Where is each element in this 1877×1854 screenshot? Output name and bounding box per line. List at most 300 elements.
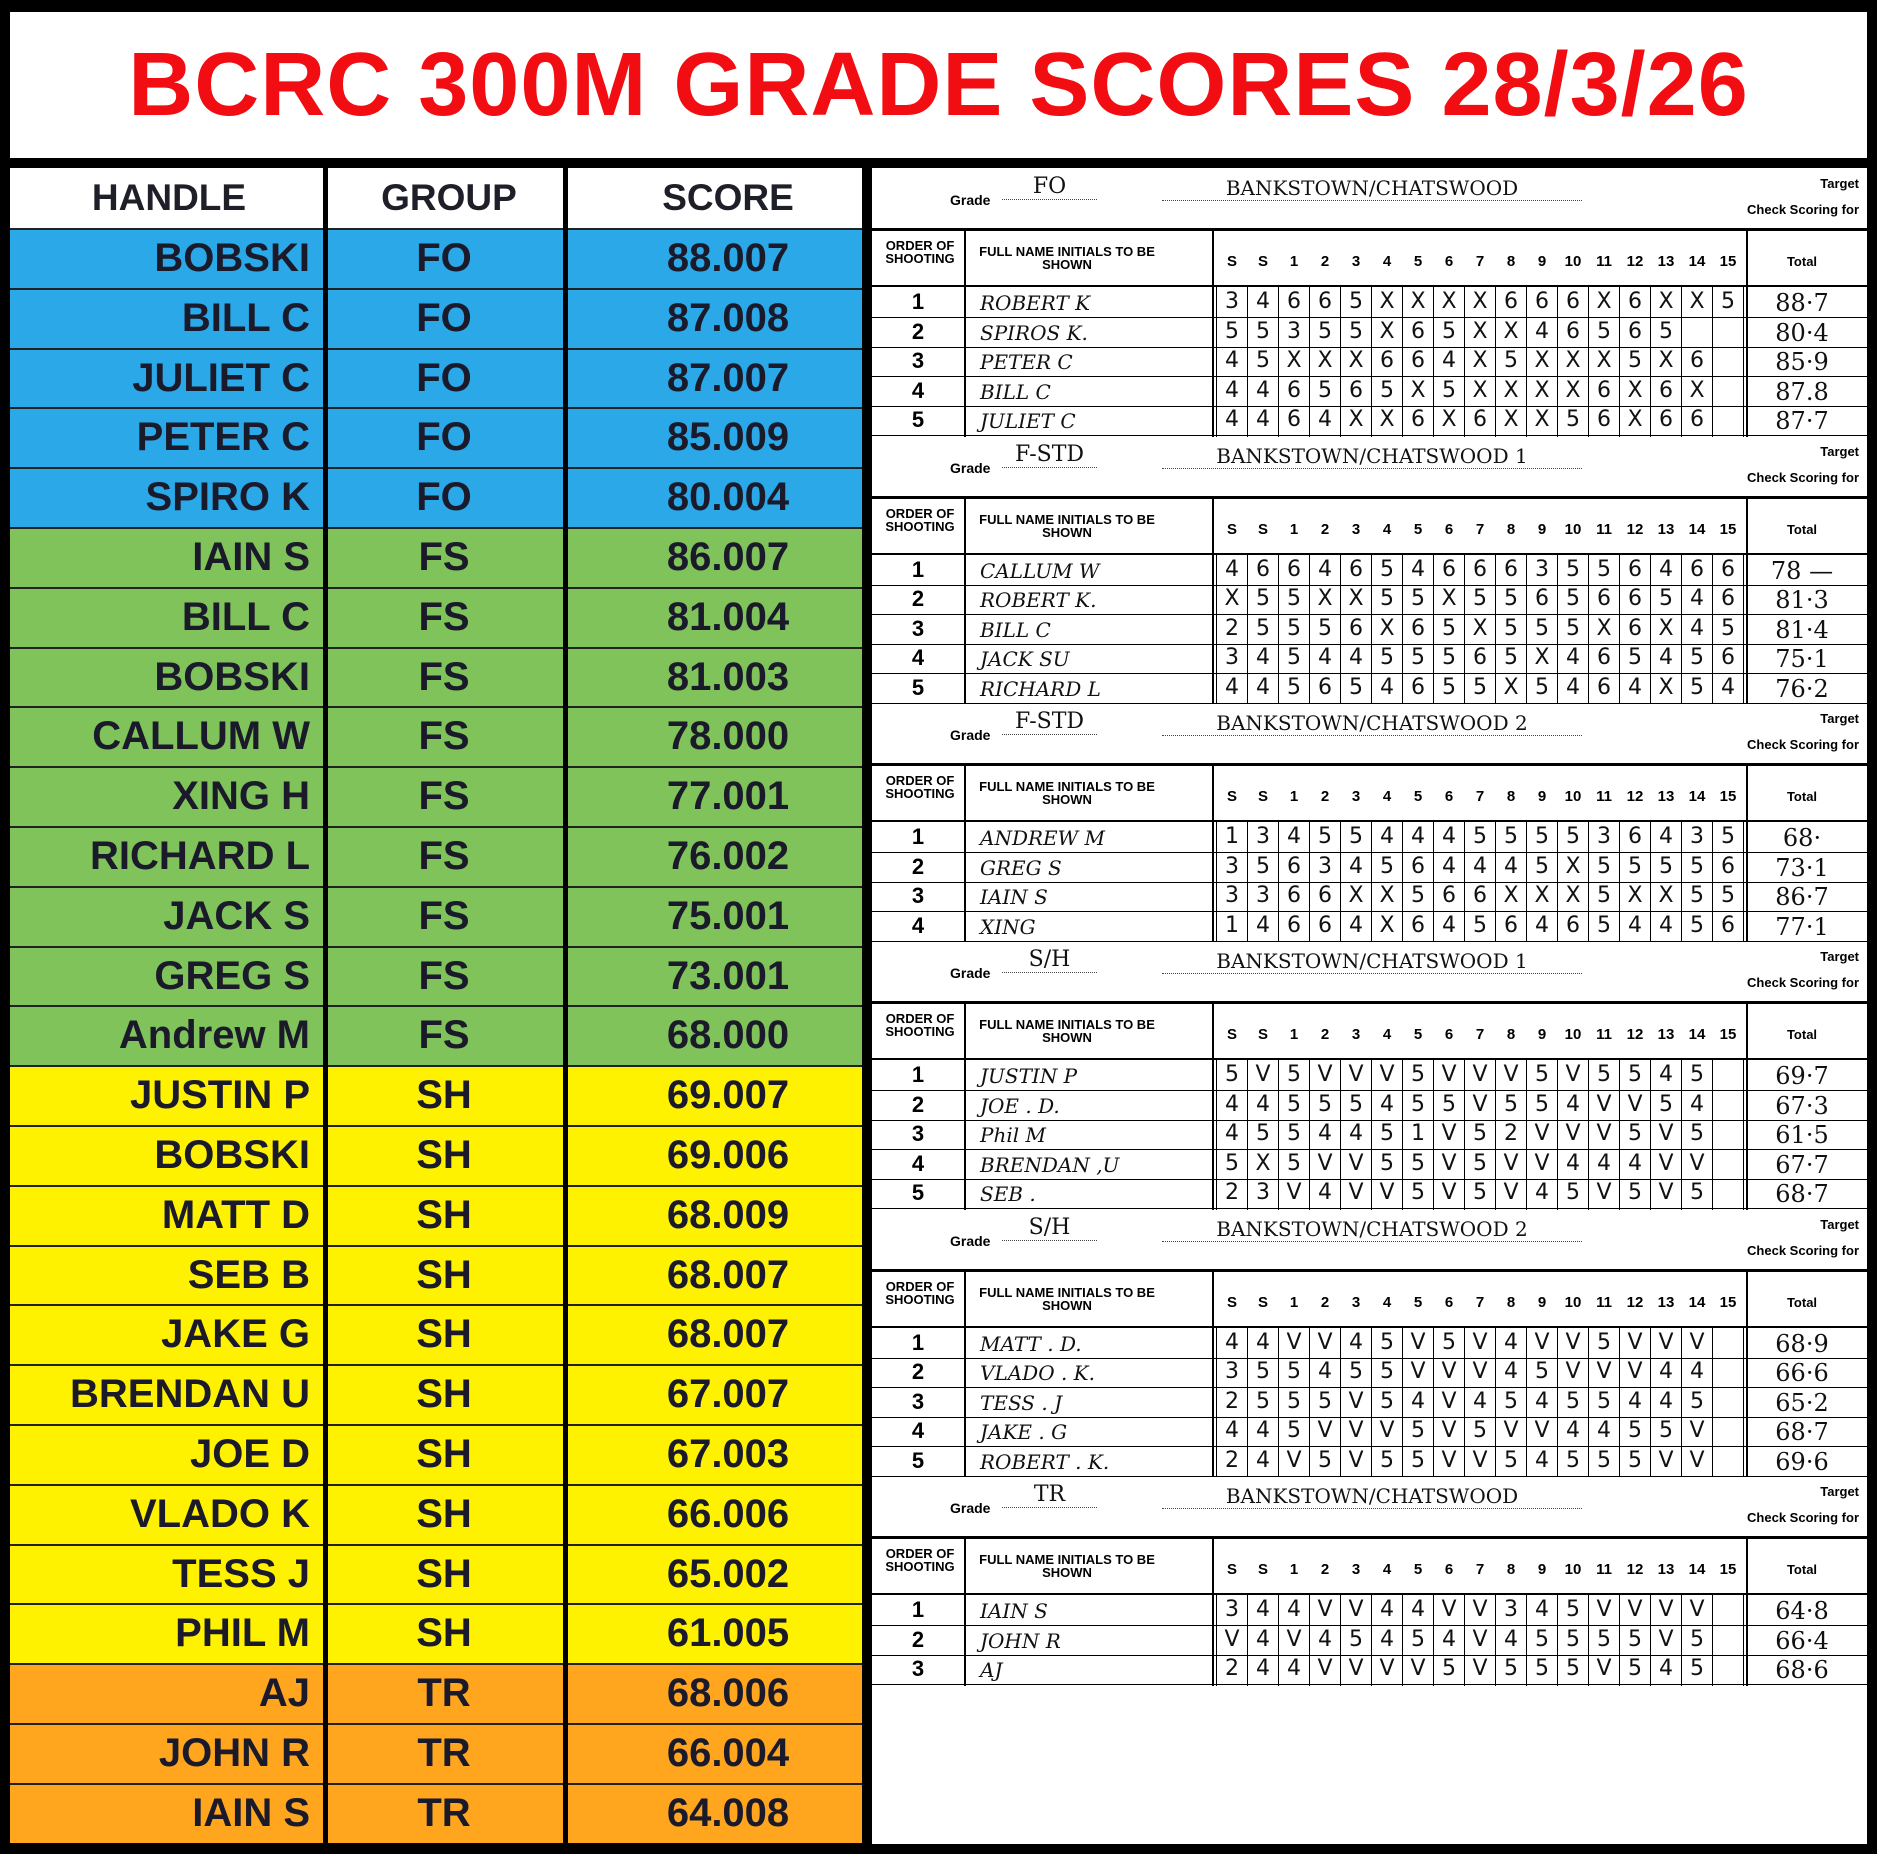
shot-header: S: [1226, 1561, 1237, 1578]
shot-score: 6: [1318, 289, 1332, 314]
grid-line: [1464, 1058, 1465, 1210]
shot-score: 5: [1380, 1447, 1394, 1473]
grid-line: [872, 1684, 1867, 1685]
shot-header: 15: [1719, 1026, 1737, 1043]
shot-score: 6: [1287, 556, 1301, 582]
table-row: [10, 1304, 862, 1364]
group-cell: FS: [418, 774, 470, 819]
order-number: 4: [911, 1150, 925, 1176]
shot-score: 6: [1597, 674, 1611, 700]
shot-score: 2: [1225, 1388, 1239, 1414]
grade-value: FO: [1002, 174, 1097, 200]
shooter-total: 61·5: [1775, 1121, 1829, 1149]
shot-score: X: [1317, 586, 1333, 611]
shooter-total: 65·2: [1775, 1388, 1829, 1417]
shot-score: 6: [1287, 853, 1301, 879]
grade-value: S/H: [1002, 1215, 1097, 1241]
shot-score: X: [1379, 407, 1395, 432]
group-cell: SH: [416, 1611, 472, 1656]
table-row: [10, 1484, 862, 1544]
shot-header: S: [1257, 520, 1268, 538]
shot-score: 2: [1225, 615, 1239, 641]
grid-line: [1526, 285, 1527, 437]
shot-score: 3: [1504, 1597, 1518, 1622]
shot-score: 5: [1628, 1418, 1642, 1443]
shot-header: 4: [1382, 1026, 1392, 1043]
shot-score: 5: [1380, 1121, 1394, 1146]
shot-score: 5: [1504, 348, 1518, 373]
shot-header: 8: [1506, 1561, 1516, 1578]
grade-label: Grade: [950, 192, 991, 208]
order-number: 3: [911, 615, 925, 641]
grid-line: [1681, 1058, 1682, 1210]
shot-score: X: [1503, 674, 1519, 700]
shot-header: 7: [1475, 788, 1485, 805]
grid-line: [1588, 1593, 1589, 1686]
fullname-header: FULL NAME INITIALS TO BE SHOWN: [979, 1017, 1155, 1045]
shooter-name: ANDREW M: [980, 826, 1106, 850]
target-label: Target: [1820, 176, 1859, 191]
shot-header: 15: [1719, 253, 1737, 270]
grid-line: [1495, 1058, 1496, 1210]
shot-score: 4: [1225, 1329, 1239, 1355]
shot-header: 5: [1413, 520, 1423, 538]
shooter-name: ROBERT K: [980, 291, 1091, 315]
shot-header: 1: [1289, 788, 1299, 805]
score-cell: 80.004: [666, 475, 790, 520]
shot-score: V: [1441, 1180, 1457, 1205]
shot-score: 5: [1287, 645, 1301, 670]
shot-score: 4: [1411, 824, 1425, 849]
shot-score: 4: [1442, 853, 1456, 879]
handle-cell: RICHARD L: [90, 834, 310, 878]
shot-score: 5: [1690, 645, 1704, 670]
shot-score: 3: [1225, 645, 1239, 670]
shot-score: 4: [1318, 556, 1332, 582]
grid-line: [1619, 1326, 1620, 1478]
group-cell: TR: [417, 1731, 471, 1775]
shooter-name: SEB .: [980, 1182, 1036, 1206]
shot-score: 6: [1628, 318, 1642, 344]
shot-score: V: [1379, 1656, 1395, 1681]
grid-line: [1743, 820, 1744, 942]
shooter-total: 66·6: [1775, 1359, 1829, 1387]
shot-score: 5: [1690, 1180, 1704, 1205]
shot-score: 6: [1287, 883, 1301, 908]
shooter-total: 75·1: [1775, 645, 1829, 673]
fullname-header: FULL NAME INITIALS TO BE SHOWN: [979, 244, 1155, 272]
grade-value: F-STD: [1002, 709, 1097, 735]
shooter-total: 85·9: [1775, 348, 1829, 376]
score-cell: 68.000: [666, 1013, 790, 1058]
shooter-total: 78 —: [1770, 556, 1834, 585]
shot-score: 4: [1659, 1359, 1673, 1384]
shooter-total: 64·8: [1775, 1597, 1829, 1625]
shot-score: V: [1441, 1597, 1457, 1622]
shot-score: 5: [1473, 1180, 1487, 1205]
order-number: 5: [911, 1447, 925, 1473]
total-header: Total: [1786, 1562, 1818, 1577]
shot-header: 3: [1351, 253, 1361, 270]
grid-line: [1743, 1593, 1744, 1686]
shot-score: 6: [1318, 883, 1332, 908]
grid-line: [1619, 1058, 1620, 1210]
grid-line: [1309, 1593, 1310, 1686]
shot-score: 5: [1659, 1418, 1673, 1443]
shot-score: V: [1534, 1150, 1550, 1176]
shot-score: 4: [1504, 1359, 1518, 1384]
table-row: [10, 467, 862, 527]
shot-score: 3: [1256, 883, 1270, 908]
handle-cell: JOE D: [189, 1432, 310, 1476]
shot-score: 4: [1256, 1091, 1270, 1117]
grid-line: [1526, 820, 1527, 942]
shot-header: 4: [1382, 1293, 1392, 1311]
shot-score: V: [1658, 1626, 1674, 1652]
shot-score: X: [1596, 289, 1612, 314]
shot-score: 5: [1597, 318, 1611, 344]
grid-line: [1681, 285, 1682, 437]
shot-score: 5: [1380, 645, 1394, 670]
order-number: 2: [911, 1091, 925, 1117]
handle-cell: JACK S: [163, 893, 310, 938]
shot-score: X: [1596, 615, 1612, 641]
shot-score: X: [1441, 586, 1457, 611]
shot-score: 4: [1225, 377, 1239, 403]
order-number: 1: [911, 556, 925, 582]
shot-score: X: [1689, 377, 1705, 403]
shot-score: 5: [1380, 1150, 1394, 1176]
grid-line: [1464, 285, 1465, 437]
shot-score: 6: [1411, 912, 1425, 938]
table-row: [10, 706, 862, 766]
shot-score: V: [1627, 1359, 1643, 1384]
shot-score: 6: [1721, 556, 1735, 582]
shooter-name: JAKE . G: [980, 1420, 1068, 1444]
shooter-name: CALLUM W: [980, 558, 1100, 583]
club-name: BANKSTOWN/CHATSWOOD 1: [1162, 949, 1582, 974]
shot-header: 8: [1506, 1293, 1516, 1311]
shot-score: 5: [1411, 1150, 1425, 1176]
grid-line: [1650, 1593, 1651, 1686]
shot-score: 5: [1597, 1329, 1611, 1355]
shot-score: V: [1286, 1329, 1302, 1355]
shot-score: 5: [1256, 586, 1270, 611]
handle-cell: BILL C: [181, 295, 310, 340]
shot-score: X: [1472, 318, 1488, 344]
shot-score: X: [1472, 289, 1488, 314]
shooter-name: JOE . D.: [980, 1093, 1060, 1118]
shot-score: 5: [1473, 824, 1487, 849]
shot-header: 15: [1719, 788, 1737, 805]
shot-score: 5: [1659, 1091, 1673, 1117]
grid-line: [1402, 1326, 1403, 1478]
order-number: 2: [911, 853, 925, 879]
score-cell: 85.009: [666, 415, 790, 460]
table-row: [10, 1245, 862, 1305]
score-cell: 81.004: [666, 594, 790, 639]
order-number: 2: [911, 586, 925, 611]
grid-line: [1247, 1058, 1248, 1210]
shot-score: 4: [1318, 1121, 1332, 1146]
shot-header: 3: [1351, 1561, 1361, 1578]
shot-score: X: [1348, 586, 1364, 611]
score-cell: 75.001: [666, 893, 790, 938]
shot-score: 4: [1504, 853, 1518, 879]
shot-score: X: [1410, 377, 1426, 403]
shot-score: 6: [1628, 824, 1642, 849]
score-grid: [872, 1001, 1867, 1207]
title-banner: [10, 12, 1867, 158]
shot-score: 4: [1225, 1418, 1239, 1443]
shot-score: X: [1348, 407, 1364, 432]
check-scoring-label: Check Scoring for: [1747, 202, 1859, 217]
header-score: SCORE: [662, 177, 794, 218]
shot-score: 3: [1690, 824, 1704, 849]
header-handle: HANDLE: [91, 177, 247, 218]
shooter-name: BRENDAN ,U: [980, 1152, 1120, 1177]
handle-cell: GREG S: [154, 953, 310, 998]
grade-label: Grade: [950, 1232, 991, 1249]
shot-score: V: [1472, 1359, 1488, 1384]
shooter-name: AJ: [980, 1658, 1003, 1682]
shot-score: X: [1627, 883, 1643, 908]
shot-score: 4: [1256, 674, 1270, 700]
grid-line: [1557, 285, 1558, 437]
shot-score: 6: [1628, 586, 1642, 611]
shot-score: X: [1379, 912, 1395, 938]
shot-score: 5: [1566, 1180, 1580, 1205]
shot-score: V: [1472, 1329, 1488, 1355]
grid-line: [1650, 1058, 1651, 1210]
grid-line: [1681, 820, 1682, 942]
grid-line: [1402, 553, 1403, 705]
shot-score: X: [1441, 407, 1457, 432]
shot-score: 5: [1411, 1091, 1425, 1117]
shooter-total: 76·2: [1775, 674, 1829, 703]
shot-header: 2: [1320, 520, 1330, 538]
shot-score: 5: [1473, 1121, 1487, 1146]
grid-line: [1371, 1058, 1372, 1210]
shot-score: 5: [1380, 1388, 1394, 1414]
shot-score: 4: [1287, 1597, 1301, 1622]
shot-score: 4: [1721, 674, 1735, 700]
shot-score: 5: [1566, 1626, 1580, 1652]
shot-score: X: [1534, 883, 1550, 908]
grid-line: [1371, 820, 1372, 942]
shooter-name: VLADO . K.: [980, 1361, 1095, 1385]
shot-header: 5: [1413, 1026, 1423, 1043]
table-row: [10, 1663, 862, 1723]
shot-score: 4: [1659, 1062, 1673, 1087]
club-name: BANKSTOWN/CHATSWOOD 2: [1162, 1217, 1582, 1242]
table-row: [10, 1603, 862, 1663]
shot-score: 4: [1225, 407, 1239, 432]
shooter-total: 66·4: [1775, 1626, 1829, 1655]
order-number: 4: [911, 912, 925, 938]
grid-line: [1619, 285, 1620, 437]
shooter-total: 68·9: [1775, 1329, 1829, 1358]
grid-line: [1712, 820, 1713, 942]
shot-score: V: [1627, 1091, 1643, 1117]
shot-score: 5: [1566, 1388, 1580, 1414]
shot-header: 13: [1657, 788, 1675, 805]
shot-score: X: [1503, 318, 1519, 344]
shot-score: V: [1472, 1091, 1488, 1117]
shot-score: 6: [1535, 289, 1549, 314]
shot-score: 6: [1690, 348, 1704, 373]
grid-line: [1619, 1593, 1620, 1686]
shot-header: 3: [1351, 1026, 1361, 1043]
shot-score: 3: [1287, 318, 1301, 344]
table-row: [10, 1005, 862, 1065]
shot-header: 6: [1444, 788, 1454, 805]
grid-line: [1743, 1058, 1744, 1210]
grid-line: [964, 1539, 966, 1686]
shot-score: 5: [1287, 1121, 1301, 1146]
shot-score: 5: [1411, 645, 1425, 670]
shot-score: 5: [1318, 377, 1332, 403]
group-cell: FS: [418, 953, 470, 998]
shot-score: 5: [1535, 1626, 1549, 1652]
group-cell: FO: [416, 475, 472, 520]
shot-score: V: [1596, 1656, 1612, 1681]
shot-score: 6: [1628, 556, 1642, 582]
shot-score: 4: [1442, 824, 1456, 849]
shooter-name: ROBERT K.: [980, 588, 1097, 612]
grade-label: Grade: [950, 1500, 991, 1516]
shot-score: 3: [1597, 824, 1611, 849]
shot-score: 5: [1628, 853, 1642, 879]
group-cell: SH: [416, 1252, 472, 1297]
shot-score: 5: [1597, 883, 1611, 908]
grid-line: [1371, 1326, 1372, 1478]
shot-score: 5: [1535, 1656, 1549, 1681]
shot-score: 5: [1566, 824, 1580, 849]
shot-score: 5: [1721, 883, 1735, 908]
shot-score: 4: [1411, 1388, 1425, 1414]
score-cell: 66.006: [666, 1491, 790, 1536]
grid-line: [1371, 1593, 1372, 1686]
shooter-total: 81·3: [1775, 586, 1829, 614]
shot-header: S: [1257, 788, 1268, 805]
score-sheet: [872, 1209, 1867, 1477]
shot-score: 5: [1442, 645, 1456, 670]
total-header: Total: [1786, 254, 1818, 269]
shooter-name: PETER C: [980, 350, 1073, 374]
shooter-total: 69·6: [1775, 1447, 1829, 1476]
score-cell: 65.002: [666, 1551, 790, 1596]
grid-line: [1340, 285, 1341, 437]
grid-line: [1216, 1593, 1217, 1686]
shot-score: 3: [1535, 556, 1549, 582]
shot-score: 5: [1287, 586, 1301, 611]
shot-score: 4: [1535, 1597, 1549, 1622]
shot-score: 1: [1225, 912, 1239, 938]
grid-line: [1495, 553, 1496, 705]
shooter-name: TESS . J: [980, 1390, 1063, 1415]
shot-score: 5: [1380, 853, 1394, 879]
shot-score: 4: [1349, 1329, 1363, 1355]
shot-score: 4: [1535, 1447, 1549, 1473]
club-name: BANKSTOWN/CHATSWOOD 2: [1162, 711, 1582, 736]
shot-score: V: [1317, 1656, 1333, 1681]
shot-header: 10: [1564, 1026, 1582, 1043]
grid-line: [1495, 1593, 1496, 1686]
shot-score: 4: [1566, 1091, 1580, 1117]
shot-score: X: [1534, 645, 1550, 670]
shot-score: 6: [1504, 556, 1518, 582]
shot-score: 4: [1628, 674, 1642, 700]
shot-header: 13: [1657, 253, 1675, 270]
order-number: 5: [911, 1180, 925, 1205]
shot-header: 8: [1506, 253, 1516, 270]
order-number: 4: [911, 1418, 925, 1443]
shot-score: 6: [1659, 377, 1673, 403]
shot-score: 5: [1380, 556, 1394, 582]
order-number: 4: [911, 377, 925, 403]
total-header: Total: [1786, 1027, 1818, 1042]
shot-score: 5: [1287, 1418, 1301, 1443]
fullname-header: FULL NAME INITIALS TO BE SHOWN: [979, 1552, 1155, 1580]
check-scoring-label: Check Scoring for: [1747, 1242, 1859, 1258]
shot-score: 4: [1690, 1359, 1704, 1384]
grid-line: [1247, 820, 1248, 942]
shot-score: 6: [1411, 318, 1425, 344]
handle-cell: IAIN S: [192, 535, 310, 579]
shot-score: X: [1379, 883, 1395, 908]
table-row: [10, 587, 862, 647]
grid-line: [1557, 820, 1558, 942]
grid-line: [1216, 553, 1217, 705]
shot-score: 5: [1597, 853, 1611, 879]
shot-header: 10: [1564, 1293, 1582, 1311]
score-cell: 68.007: [666, 1252, 790, 1297]
score-grid: [872, 763, 1867, 939]
score-cell: 68.009: [666, 1192, 790, 1237]
grid-line: [1340, 820, 1341, 942]
shot-score: 5: [1504, 824, 1518, 849]
shot-header: 5: [1413, 1561, 1423, 1578]
group-cell: SH: [416, 1551, 472, 1596]
grid-line: [1712, 1058, 1713, 1210]
shot-score: V: [1503, 1062, 1519, 1087]
shot-score: V: [1689, 1597, 1705, 1622]
group-cell: FS: [418, 654, 470, 699]
shot-score: V: [1348, 1447, 1364, 1473]
shot-score: X: [1627, 377, 1643, 403]
shot-header: 14: [1688, 1561, 1706, 1578]
score-cell: 77.001: [666, 774, 790, 819]
table-row: [10, 946, 862, 1006]
handle-cell: BILL C: [181, 594, 310, 639]
grid-line: [1278, 1058, 1279, 1210]
shot-score: 4: [1504, 1329, 1518, 1355]
grid-line: [1619, 553, 1620, 705]
group-cell: FO: [416, 236, 472, 280]
score-cell: 64.008: [666, 1790, 790, 1835]
shot-header: S: [1226, 253, 1237, 270]
shot-header: 4: [1382, 520, 1392, 538]
shot-score: 2: [1225, 1656, 1239, 1681]
shot-score: 5: [1566, 1597, 1580, 1622]
shot-header: 15: [1719, 1561, 1737, 1578]
score-grid: [872, 228, 1867, 434]
table-row: [10, 348, 862, 408]
shot-score: X: [1379, 289, 1395, 314]
shot-score: V: [1689, 1418, 1705, 1443]
handle-cell: JULIET C: [132, 355, 310, 400]
